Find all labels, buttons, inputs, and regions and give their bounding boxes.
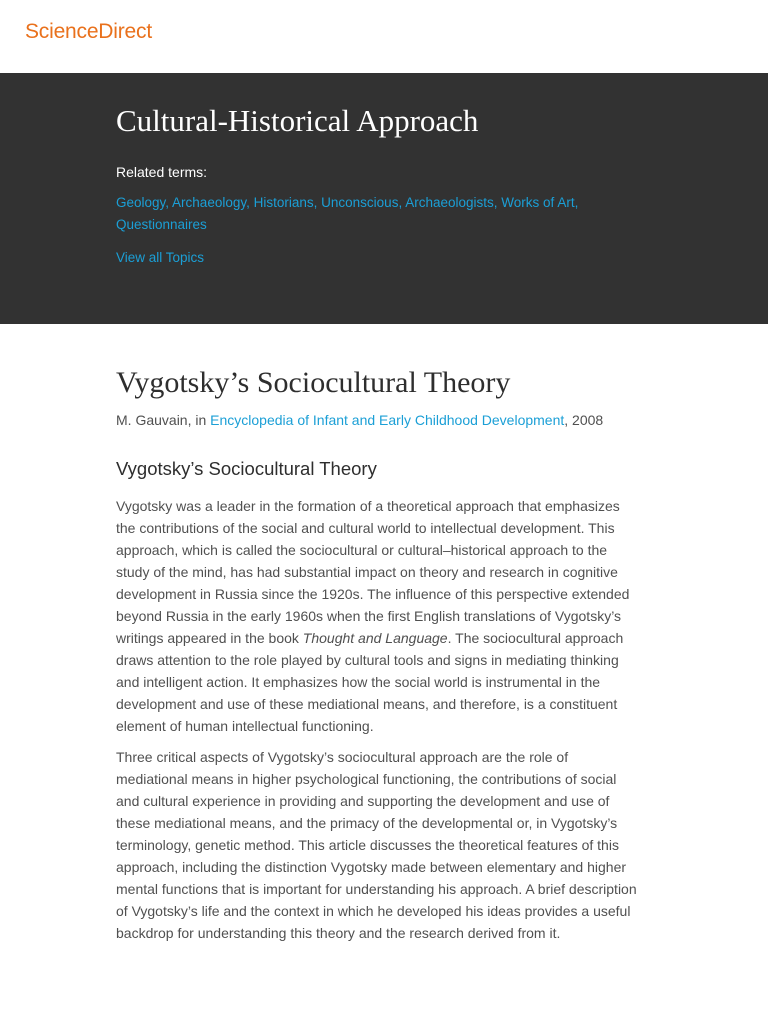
related-terms-label: Related terms:	[116, 164, 208, 180]
article-content	[0, 324, 642, 944]
book-title: Thought and Language	[302, 630, 448, 646]
paragraph-1-text-b: . The sociocultural approach draws attention to the role played by cultural tools and signs in mediating thinking and intelligent action. It emphasizes how the social world is instrumental in the development and use of these mediational means, and therefore, is a constituent element of human intellectual functioning.	[116, 630, 624, 734]
term-link-historians[interactable]: Historians	[253, 195, 314, 210]
term-separator: ,	[574, 195, 579, 210]
article-title: Vygotsky’s Sociocultural Theory	[116, 366, 511, 399]
view-all-topics-link[interactable]: View all Topics	[116, 250, 205, 265]
term-separator: ,	[246, 195, 254, 210]
term-separator: ,	[398, 195, 406, 210]
term-separator: ,	[165, 195, 173, 210]
term-link-questionnaires[interactable]: Questionnaires	[116, 217, 207, 232]
paragraph-1-text-a: Vygotsky was a leader in the formation of a theoretical approach that emphasizes the contributions of the social and cultural world to intellectual development. This approach, which is called the sociocultural or cultural–historical approach to the study of the mind, has had substantial impact on theory and research in cognitive development in Russia since the 1920s. The influence of this perspective extended beyond Russia in the early 1960s when the first English translations of Vygotsky’s writings appeared in the book	[116, 498, 630, 646]
article-byline	[116, 410, 642, 430]
term-link-archaeology[interactable]: Archaeology	[172, 195, 247, 210]
source-link[interactable]: Encyclopedia of Infant and Early Childhood Development	[210, 412, 565, 428]
top-bar	[0, 0, 768, 73]
term-separator: ,	[313, 195, 322, 210]
sciencedirect-logo[interactable]: ScienceDirect	[25, 20, 152, 43]
paragraph-1	[116, 495, 642, 737]
related-terms-list	[116, 192, 646, 236]
term-separator: ,	[493, 195, 502, 210]
author-text: M. Gauvain, in	[116, 412, 211, 428]
paragraph-2: Three critical aspects of Vygotsky’s sociocultural approach are the role of mediational means in higher psychological functioning, the contributions of social and cultural experience in providing and supporting the development and use of these mediational means, and the primacy of the developmental or, in Vygotsky’s terminology, genetic method. This article discusses the theoretical features of this approach, including the distinction Vygotsky made between elementary and higher mental functions that is important for understanding his approach. A brief description of Vygotsky’s life and the context in which he developed his ideas provides a useful backdrop for understanding this theory and the research derived from it.	[116, 749, 637, 941]
section-heading: Vygotsky’s Sociocultural Theory	[116, 458, 377, 479]
term-link-works-of-art[interactable]: Works of Art	[501, 195, 575, 210]
term-link-unconscious[interactable]: Unconscious	[321, 195, 399, 210]
term-link-archaeologists[interactable]: Archaeologists	[405, 195, 494, 210]
topic-header	[0, 73, 768, 324]
term-link-geology[interactable]: Geology	[116, 195, 166, 210]
topic-title: Cultural-Historical Approach	[116, 103, 479, 138]
year-text: , 2008	[564, 412, 604, 428]
